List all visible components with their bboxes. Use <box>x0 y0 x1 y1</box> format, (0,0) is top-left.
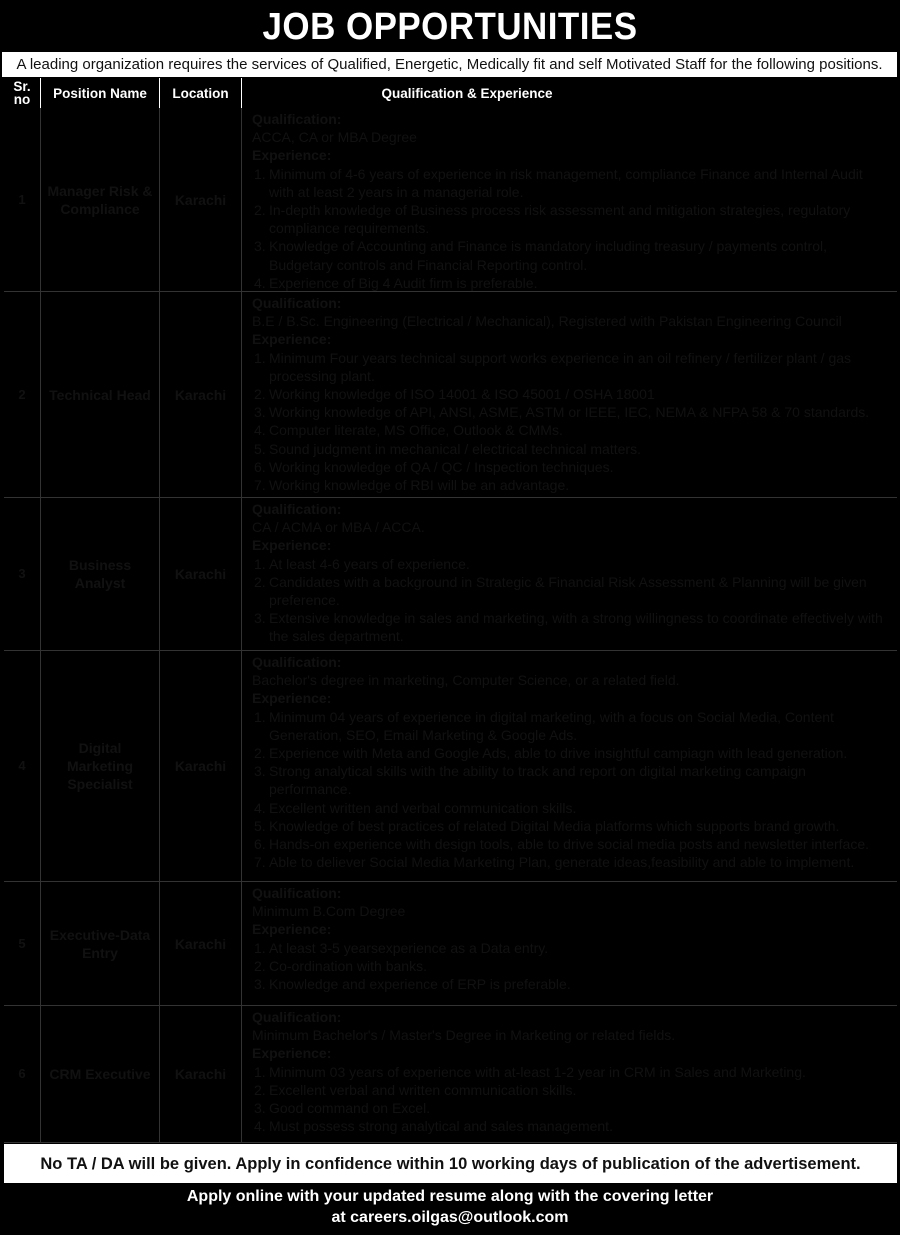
table-row <box>4 882 897 1006</box>
location-value: Karachi <box>174 566 227 582</box>
experience-text: Knowledge and experience of ERP is preferable. <box>269 976 571 993</box>
table-row <box>4 498 897 651</box>
item-number: 2. <box>254 573 266 590</box>
location-value: Karachi <box>174 191 227 208</box>
item-number: 2. <box>254 202 266 219</box>
qualification-value: B.E / B.Sc. Engineering (Electrical / Mechanical), Registered with Pakistan Engineering Council <box>252 313 842 330</box>
location <box>160 498 242 650</box>
item-number: 3. <box>254 610 266 627</box>
experience-text: Knowledge of Accounting and Finance is mandatory including treasury / payments control, Budgetary controls and Financial Reporting control. <box>269 238 827 273</box>
item-number: 2. <box>254 957 266 974</box>
position-name-value: CRM Executive <box>49 1066 151 1082</box>
experience-item <box>252 458 889 476</box>
qualification-label: Qualification: <box>252 111 342 127</box>
serial-number-value: 3 <box>18 566 26 581</box>
qualification-experience <box>242 292 897 494</box>
qualification-experience <box>242 108 897 292</box>
experience-text: Minimum of 4-6 years of experience in risk management, compliance Finance and Internal Audit with at least 2 years in a managerial role. <box>269 165 863 200</box>
item-number: 4. <box>254 422 266 439</box>
position-name <box>41 651 160 881</box>
experience-item <box>252 165 889 201</box>
item-number: 5. <box>254 817 266 834</box>
qualification-experience <box>242 1006 897 1135</box>
experience-text: Extensive knowledge in sales and marketing, with a strong willingness to coordinate effectively with the sales department. <box>269 610 883 645</box>
experience-label: Experience: <box>252 537 332 554</box>
item-number: 1. <box>254 165 266 182</box>
experience-label: Experience: <box>252 921 332 938</box>
experience-text: Experience of Big 4 Audit firm is preferable. <box>269 274 538 291</box>
experience-item <box>252 1099 889 1117</box>
experience-text: Candidates with a background in Strategic & Financial Risk Assessment & Planning will be given preference. <box>269 573 867 609</box>
position-name <box>41 882 160 1005</box>
experience-text: Minimum 04 years of experience in digital marketing, with a focus on Social Media, Content Generation, SEO, Email Marketing & Google Ads. <box>269 708 834 743</box>
item-number: 3. <box>254 976 266 993</box>
experience-text: Knowledge of best practices of related Digital Media platforms which supports brand growth. <box>269 817 840 834</box>
experience-item <box>252 440 889 458</box>
table-row <box>4 108 897 292</box>
item-number: 6. <box>254 458 266 475</box>
footer-notice: No TA / DA will be given. Apply in confidence within 10 working days of publication of the advertisement. <box>4 1144 897 1183</box>
item-number: 7. <box>254 854 266 871</box>
qualification-label: Qualification: <box>252 1009 342 1025</box>
column-header-qualification-experience: Qualification & Experience <box>381 85 553 101</box>
location <box>160 651 242 881</box>
qualification-experience <box>242 651 897 871</box>
experience-text: Excellent written and verbal communication skills. <box>269 799 577 816</box>
location-value: Karachi <box>174 1066 227 1082</box>
qualification-value: Minimum Bachelor's / Master's Degree in Marketing or related fields. <box>252 1027 676 1044</box>
position-name <box>41 498 160 650</box>
apply-line: Apply online with your updated resume along with the covering letter <box>186 1188 714 1205</box>
item-number: 1. <box>254 555 266 572</box>
position-name-value: Executive-Data Entry <box>49 926 151 961</box>
apply-email[interactable]: at careers.oilgas@outlook.com <box>331 1209 569 1226</box>
qualification-label: Qualification: <box>252 654 342 670</box>
qualification-value: Minimum B.Com Degree <box>252 903 406 920</box>
experience-item <box>252 799 889 817</box>
page-title: JOB OPPORTUNITIES <box>262 6 638 48</box>
experience-label: Experience: <box>252 690 332 707</box>
location <box>160 1006 242 1142</box>
serial-number <box>4 651 41 881</box>
serial-number <box>4 108 41 291</box>
location <box>160 292 242 497</box>
item-number: 2. <box>254 745 266 762</box>
table-row <box>4 651 897 882</box>
table-header <box>0 78 900 108</box>
serial-number-value: 4 <box>18 758 26 773</box>
item-number: 4. <box>254 1118 266 1135</box>
item-number: 1. <box>254 708 266 725</box>
experience-label: Experience: <box>252 147 332 164</box>
experience-item <box>252 274 889 292</box>
experience-item <box>252 573 889 609</box>
qualification-value: Bachelor's degree in marketing, Computer Science, or a related field. <box>252 672 680 689</box>
experience-label: Experience: <box>252 331 332 348</box>
serial-number-value: 5 <box>18 935 26 951</box>
experience-text: Strong analytical skills with the ability to track and report on digital marketing campaign performance. <box>269 763 806 798</box>
experience-text: Working knowledge of API, ANSI, ASME, ASTM or IEEE, IEC, NEMA & NFPA 58 & 70 standards. <box>269 404 870 421</box>
experience-list <box>252 708 889 872</box>
experience-item <box>252 744 889 762</box>
qualification-label: Qualification: <box>252 501 342 517</box>
experience-list <box>252 165 889 292</box>
item-number: 3. <box>254 763 266 780</box>
serial-number <box>4 292 41 497</box>
qualification-experience <box>242 882 897 993</box>
experience-item <box>252 708 889 744</box>
serial-number <box>4 882 41 1005</box>
experience-item <box>252 385 889 403</box>
serial-number <box>4 498 41 650</box>
qualification-value: CA / ACMA or MBA / ACCA. <box>252 519 425 536</box>
experience-text: Working knowledge of RBI will be an advantage. <box>269 477 570 494</box>
item-number: 1. <box>254 1063 266 1080</box>
experience-item <box>252 555 889 573</box>
position-name <box>41 1006 160 1142</box>
item-number: 5. <box>254 440 266 457</box>
qualification-label: Qualification: <box>252 885 342 901</box>
experience-text: Working knowledge of ISO 14001 & ISO 45001 / OSHA 18001 <box>269 386 655 403</box>
experience-text: Excellent verbal and written communication skills. <box>269 1081 577 1098</box>
experience-text: Hands-on experience with design tools, able to drive social media posts and newsletter interface. <box>269 836 869 853</box>
experience-item <box>252 201 889 237</box>
position-name <box>41 108 160 291</box>
experience-item <box>252 762 889 798</box>
experience-item <box>252 853 889 871</box>
item-number: 4. <box>254 799 266 816</box>
experience-text: Able to deliever Social Media Marketing Plan, generate ideas,feasibility and able to implement. <box>269 854 855 871</box>
item-number: 3. <box>254 1100 266 1117</box>
item-number: 7. <box>254 477 266 494</box>
experience-item <box>252 609 889 645</box>
experience-list <box>252 939 889 994</box>
experience-item <box>252 476 889 494</box>
serial-number-value: 2 <box>18 386 26 402</box>
experience-text: Must possess strong analytical and sales management. <box>269 1118 613 1135</box>
location <box>160 882 242 1005</box>
experience-text: Minimum 03 years of experience with at-least 1-2 year in CRM in Sales and Marketing. <box>269 1063 806 1080</box>
experience-list <box>252 1063 889 1136</box>
serial-number-value: 1 <box>18 191 26 207</box>
table-row <box>4 292 897 498</box>
item-number: 1. <box>254 939 266 956</box>
location <box>160 108 242 291</box>
position-name-value: Digital Marketing Specialist <box>66 740 134 792</box>
experience-item <box>252 421 889 439</box>
qualification-label: Qualification: <box>252 295 342 311</box>
experience-item <box>252 939 889 957</box>
intro-text: A leading organization requires the services of Qualified, Energetic, Medically fit and self Motivated Staff for the following positions. <box>2 52 897 77</box>
table-row <box>4 1006 897 1143</box>
column-header-location: Location <box>160 78 242 108</box>
experience-list <box>252 349 889 495</box>
experience-text: At least 3-5 yearsexperience as a Data entry. <box>269 939 549 956</box>
qualification-experience <box>242 498 897 646</box>
experience-text: Experience with Meta and Google Ads, able to drive insightful campiagn with lead generation. <box>269 745 848 762</box>
experience-item <box>252 817 889 835</box>
qualification-value: ACCA, CA or MBA Degree <box>252 129 417 146</box>
column-header-position: Position Name <box>41 78 160 108</box>
item-number: 2. <box>254 386 266 403</box>
experience-item <box>252 349 889 385</box>
experience-item <box>252 1081 889 1099</box>
serial-number-value: 6 <box>18 1066 26 1081</box>
experience-list <box>252 555 889 646</box>
item-number: 4. <box>254 274 266 291</box>
experience-text: Working knowledge of QA / QC / Inspection techniques. <box>269 458 614 475</box>
location-value: Karachi <box>174 935 227 952</box>
item-number: 3. <box>254 238 266 255</box>
item-number: 1. <box>254 349 266 366</box>
experience-item <box>252 835 889 853</box>
item-number: 2. <box>254 1081 266 1098</box>
position-name-value: Technical Head <box>49 386 151 403</box>
position-name-value: Business Analyst <box>68 557 132 591</box>
experience-text: In-depth knowledge of Business process risk assessment and mitigation strategies, regulatory compliance requirements. <box>269 202 851 237</box>
experience-text: Co-ordination with banks. <box>269 957 427 974</box>
experience-item <box>252 237 889 273</box>
location-value: Karachi <box>174 758 227 774</box>
item-number: 3. <box>254 404 266 421</box>
column-header-sr: Sr. no <box>4 78 41 108</box>
experience-label: Experience: <box>252 1045 332 1062</box>
experience-item <box>252 1063 889 1081</box>
item-number: 6. <box>254 836 266 853</box>
experience-item <box>252 403 889 421</box>
serial-number <box>4 1006 41 1142</box>
apply-instructions <box>0 1184 900 1235</box>
experience-text: Sound judgment in mechanical / electrical technical matters. <box>269 440 641 457</box>
experience-text: At least 4-6 years of experience. <box>269 555 470 572</box>
experience-text: Minimum Four years technical support works experience in an oil refinery / fertilizer plant / gas processing plant. <box>269 349 852 384</box>
position-name <box>41 292 160 497</box>
experience-text: Computer literate, MS Office, Outlook & CMMs. <box>269 422 563 439</box>
location-value: Karachi <box>174 386 227 403</box>
experience-text: Good command on Excel. <box>269 1100 431 1117</box>
experience-item <box>252 975 889 993</box>
experience-item <box>252 1117 889 1135</box>
experience-item <box>252 957 889 975</box>
position-name-value: Manager Risk & Compliance <box>47 182 153 217</box>
